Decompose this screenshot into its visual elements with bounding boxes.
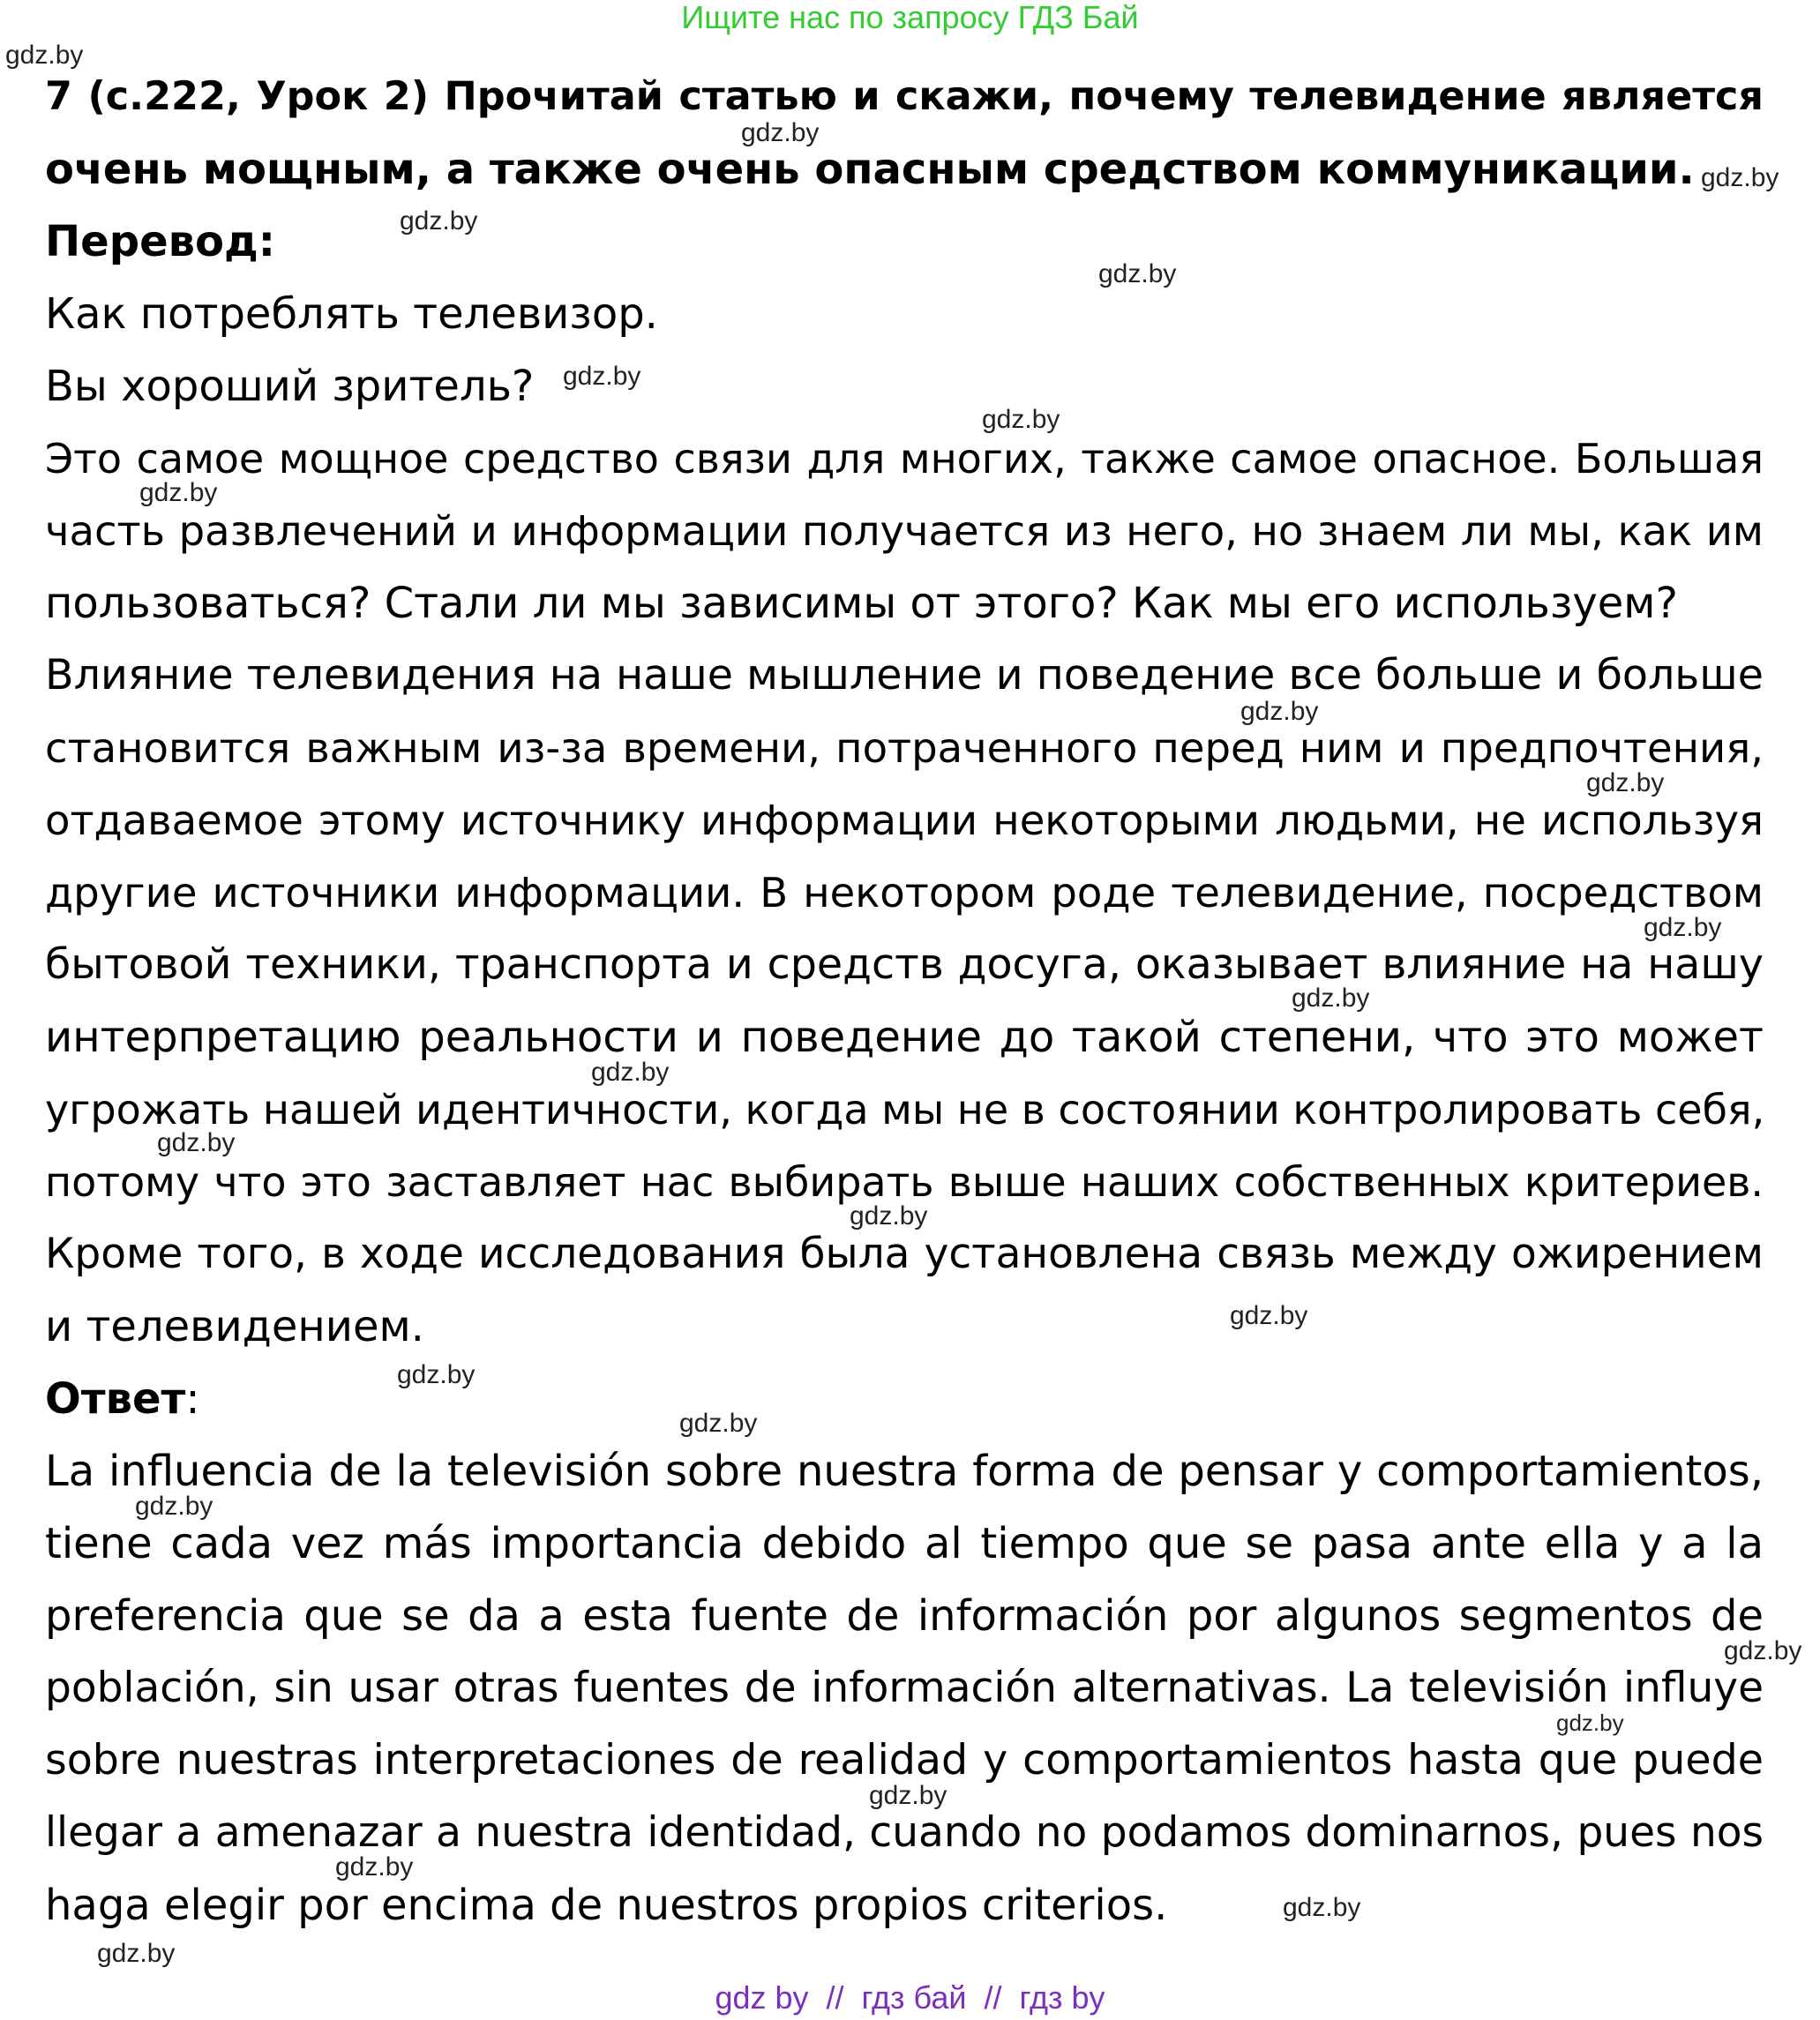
watermark: gdz.by bbox=[335, 1852, 414, 1882]
translation-line: становится важным из-за времени, потраченного перед ним и предпочтения, bbox=[45, 724, 1764, 772]
footer-links: gdz by // гдз бай // гдз by bbox=[715, 1979, 1105, 2016]
watermark: gdz.by bbox=[157, 1128, 236, 1157]
watermark: gdz.by bbox=[869, 1781, 947, 1810]
translation-line: и телевидением. bbox=[45, 1302, 424, 1351]
watermark: gdz.by bbox=[1098, 259, 1177, 288]
question-line-1: 7 (с.222, Урок 2) Прочитай статью и скажи, почему телевидение является bbox=[45, 74, 1764, 119]
watermark: gdz.by bbox=[139, 478, 218, 507]
translation-line: Как потреблять телевизор. bbox=[45, 289, 658, 339]
answer-line: sobre nuestras interpretaciones de realidad y comportamientos hasta que puede bbox=[45, 1736, 1764, 1784]
watermark: gdz.by bbox=[97, 1939, 176, 1968]
answer-line: La influencia de la televisión sobre nuestra forma de pensar y comportamientos, bbox=[45, 1447, 1764, 1496]
watermark: gdz.by bbox=[679, 1409, 758, 1438]
answer-heading-colon: : bbox=[185, 1374, 200, 1424]
watermark: gdz.by bbox=[1556, 1710, 1624, 1736]
watermark: gdz.by bbox=[1283, 1893, 1361, 1922]
translation-line: Это самое мощное средство связи для многих, также самое опасное. Большая bbox=[45, 435, 1764, 483]
translation-line: угрожать нашей идентичности, когда мы не в состоянии контролировать себя, bbox=[45, 1086, 1765, 1133]
translation-heading: Перевод: bbox=[45, 217, 275, 266]
watermark: gdz.by bbox=[1724, 1636, 1802, 1665]
translation-line: часть развлечений и информации получается из него, но знаем ли мы, как им bbox=[45, 507, 1764, 555]
translation-line: потому что это заставляет нас выбирать выше наших собственных критериев. bbox=[45, 1158, 1764, 1206]
answer-line: llegar a amenazar a nuestra identidad, cuando no podamos dominarnos, pues nos bbox=[45, 1808, 1764, 1857]
watermark: gdz.by bbox=[397, 1360, 476, 1389]
answer-heading-word: Ответ bbox=[45, 1374, 186, 1424]
watermark: gdz.by bbox=[5, 41, 84, 70]
watermark: gdz.by bbox=[850, 1201, 928, 1231]
translation-line: Влияние телевидения на наше мышление и поведение все больше и больше bbox=[45, 651, 1764, 700]
top-banner: Ищите нас по запросу ГДЗ Бай bbox=[681, 0, 1139, 35]
translation-line: Кроме того, в ходе исследования была установлена связь между ожирением bbox=[45, 1230, 1764, 1278]
watermark: gdz.by bbox=[1240, 697, 1319, 726]
watermark: gdz.by bbox=[400, 206, 478, 236]
answer-line: tiene cada vez más importancia debido al tiempo que se pasa ante ella y a la bbox=[45, 1519, 1764, 1568]
watermark: gdz.by bbox=[1292, 984, 1370, 1013]
watermark: gdz.by bbox=[563, 362, 641, 391]
watermark: gdz.by bbox=[1586, 768, 1665, 797]
question-line-2: очень мощным, а также очень опасным средством коммуникации. bbox=[45, 145, 1695, 194]
translation-line: пользоваться? Стали ли мы зависимы от этого? Как мы его используем? bbox=[45, 579, 1678, 628]
answer-heading bbox=[45, 1371, 1764, 1427]
translation-line: интерпретацию реальности и поведение до такой степени, что это может bbox=[45, 1013, 1764, 1062]
translation-line: Вы хороший зритель? bbox=[45, 362, 535, 411]
answer-line: haga elegir por encima de nuestros propios criterios. bbox=[45, 1881, 1168, 1930]
answer-line: población, sin usar otras fuentes de información alternativas. La televisión influye bbox=[45, 1664, 1764, 1712]
watermark: gdz.by bbox=[982, 405, 1060, 434]
watermark: gdz.by bbox=[1230, 1301, 1308, 1330]
watermark: gdz.by bbox=[741, 118, 820, 147]
watermark: gdz.by bbox=[1701, 163, 1779, 192]
translation-line: бытовой техники, транспорта и средств досуга, оказывает влияние на нашу bbox=[45, 940, 1764, 989]
answer-line: preferencia que se da a esta fuente de información por algunos segmentos de bbox=[45, 1591, 1764, 1641]
watermark: gdz.by bbox=[1644, 913, 1722, 942]
watermark: gdz.by bbox=[591, 1058, 670, 1087]
watermark: gdz.by bbox=[135, 1492, 213, 1521]
translation-line: отдаваемое этому источнику информации некоторыми людьми, не используя bbox=[45, 797, 1764, 844]
translation-line: другие источники информации. В некотором роде телевидение, посредством bbox=[45, 869, 1764, 916]
